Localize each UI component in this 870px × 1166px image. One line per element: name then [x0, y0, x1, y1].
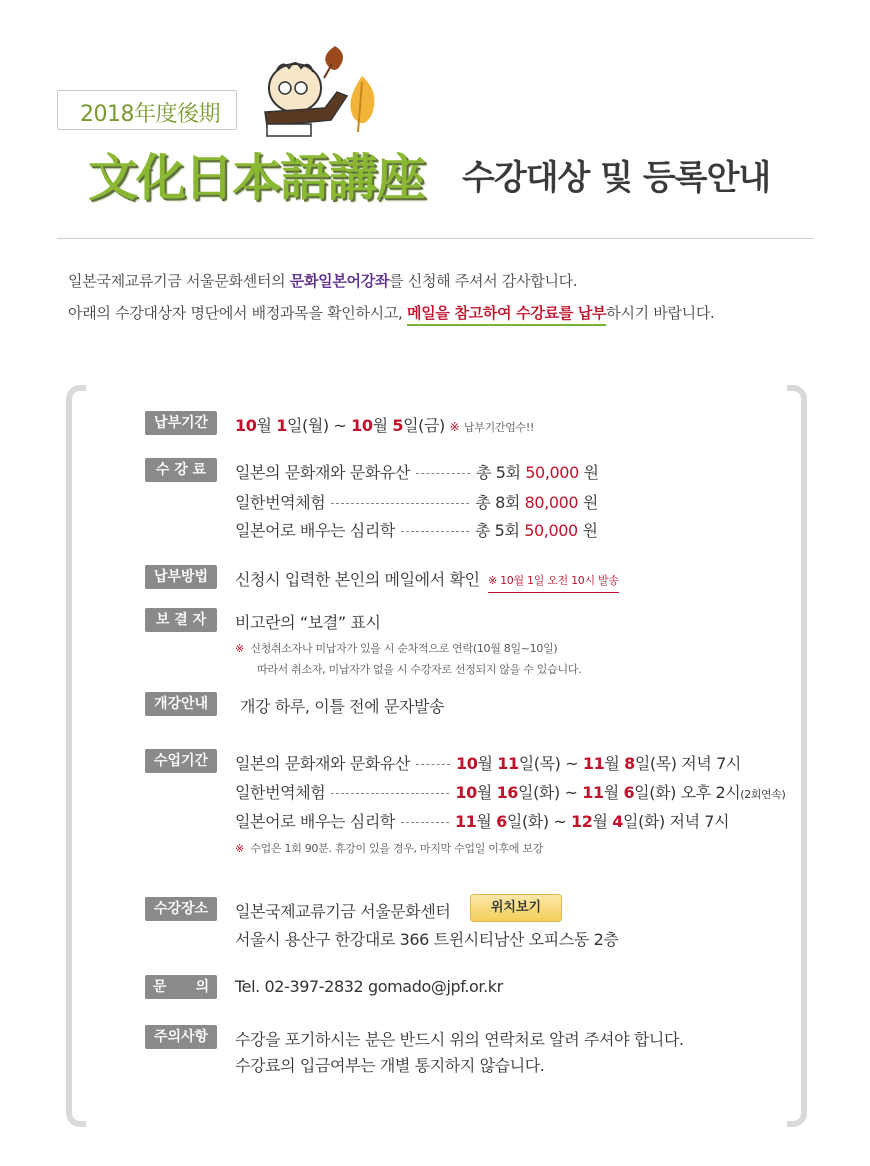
payment-method-text: 신청시 입력한 본인의 메일에서 확인 [235, 570, 480, 589]
payment-period-value: 10월 1일(월) ~ 10월 5일(금) ※ 납부기간엄수!! [235, 416, 535, 435]
venue-name: 일본국제교류기금 서울문화센터 [235, 902, 451, 921]
class-period-note: ※ 수업은 1회 90분. 휴강이 있을 경우, 마지막 수업일 이후에 보강 [235, 842, 544, 855]
waitlist-note-2: 따라서 취소자, 미납자가 없을 시 수강자로 선정되지 않을 수 있습니다. [257, 663, 582, 676]
label-class-period: 수업기간 [145, 749, 217, 773]
label-payment-period: 납부기간 [145, 411, 217, 435]
intro-line-1: 일본국제교류기금 서울문화센터의 문화일본어강좌를 신청해 주셔서 감사합니다. [68, 272, 578, 290]
venue-address: 서울시 용산구 한강대로 366 트윈시티남산 오피스동 2층 [235, 930, 619, 949]
label-contact: 문 의 [145, 975, 217, 999]
leaf-icon [342, 74, 382, 136]
label-venue: 수강장소 [145, 897, 217, 921]
label-caution: 주의사항 [145, 1025, 217, 1049]
opening-text: 개강 하루, 이틀 전에 문자발송 [240, 697, 445, 716]
label-fees: 수 강 료 [145, 458, 217, 482]
fee-row: 일한번역체험 총 8회 80,000 원 [235, 493, 598, 512]
waitlist-text: 비고란의 “보결” 표시 [235, 613, 381, 632]
label-opening: 개강안내 [145, 692, 217, 716]
fee-row: 일본어로 배우는 심리학 총 5회 50,000 원 [235, 521, 598, 540]
course-title: 文化日本語講座 [88, 149, 424, 207]
contact-text: Tel. 02-397-2832 gomado@jpf.or.kr [235, 977, 503, 996]
fee-row: 일본의 문화재와 문화유산 총 5회 50,000 원 [235, 463, 599, 482]
intro-line-2: 아래의 수강대상자 명단에서 배정과목을 확인하시고, 메일을 참고하여 수강료를 납부하시기 바랍니다. [68, 302, 715, 323]
header-divider [57, 238, 814, 239]
class-row: 일본의 문화재와 문화유산 10월 11일(목) ~ 11월 8일(목) 저녁 7시 [235, 754, 741, 773]
payment-method-note: ※ 10월 1일 오전 10시 발송 [488, 572, 619, 593]
caution-line-2: 수강료의 입금여부는 개별 통지하지 않습니다. [235, 1056, 545, 1075]
label-waitlist: 보 결 자 [145, 608, 217, 632]
caution-line-1: 수강을 포기하시는 분은 반드시 위의 연락처로 알려 주셔야 합니다. [235, 1030, 684, 1049]
year-tag: 2018年度後期 [80, 102, 220, 127]
class-row: 일본어로 배우는 심리학 11월 6일(화) ~ 12월 4일(화) 저녁 7시 [235, 812, 730, 831]
waitlist-note-1: ※ 신청취소자나 미납자가 있을 시 순차적으로 연락(10월 8일~10일) [235, 642, 558, 655]
page-subtitle: 수강대상 및 등록안내 [462, 158, 771, 198]
view-location-button[interactable]: 위치보기 [470, 894, 562, 922]
frame-bracket-left [66, 385, 86, 1127]
label-payment-method: 납부방법 [145, 565, 217, 589]
frame-bracket-right [787, 385, 807, 1127]
class-row: 일한번역체험 10월 16일(화) ~ 11월 6일(화) 오후 2시(2회연속) [235, 783, 786, 802]
